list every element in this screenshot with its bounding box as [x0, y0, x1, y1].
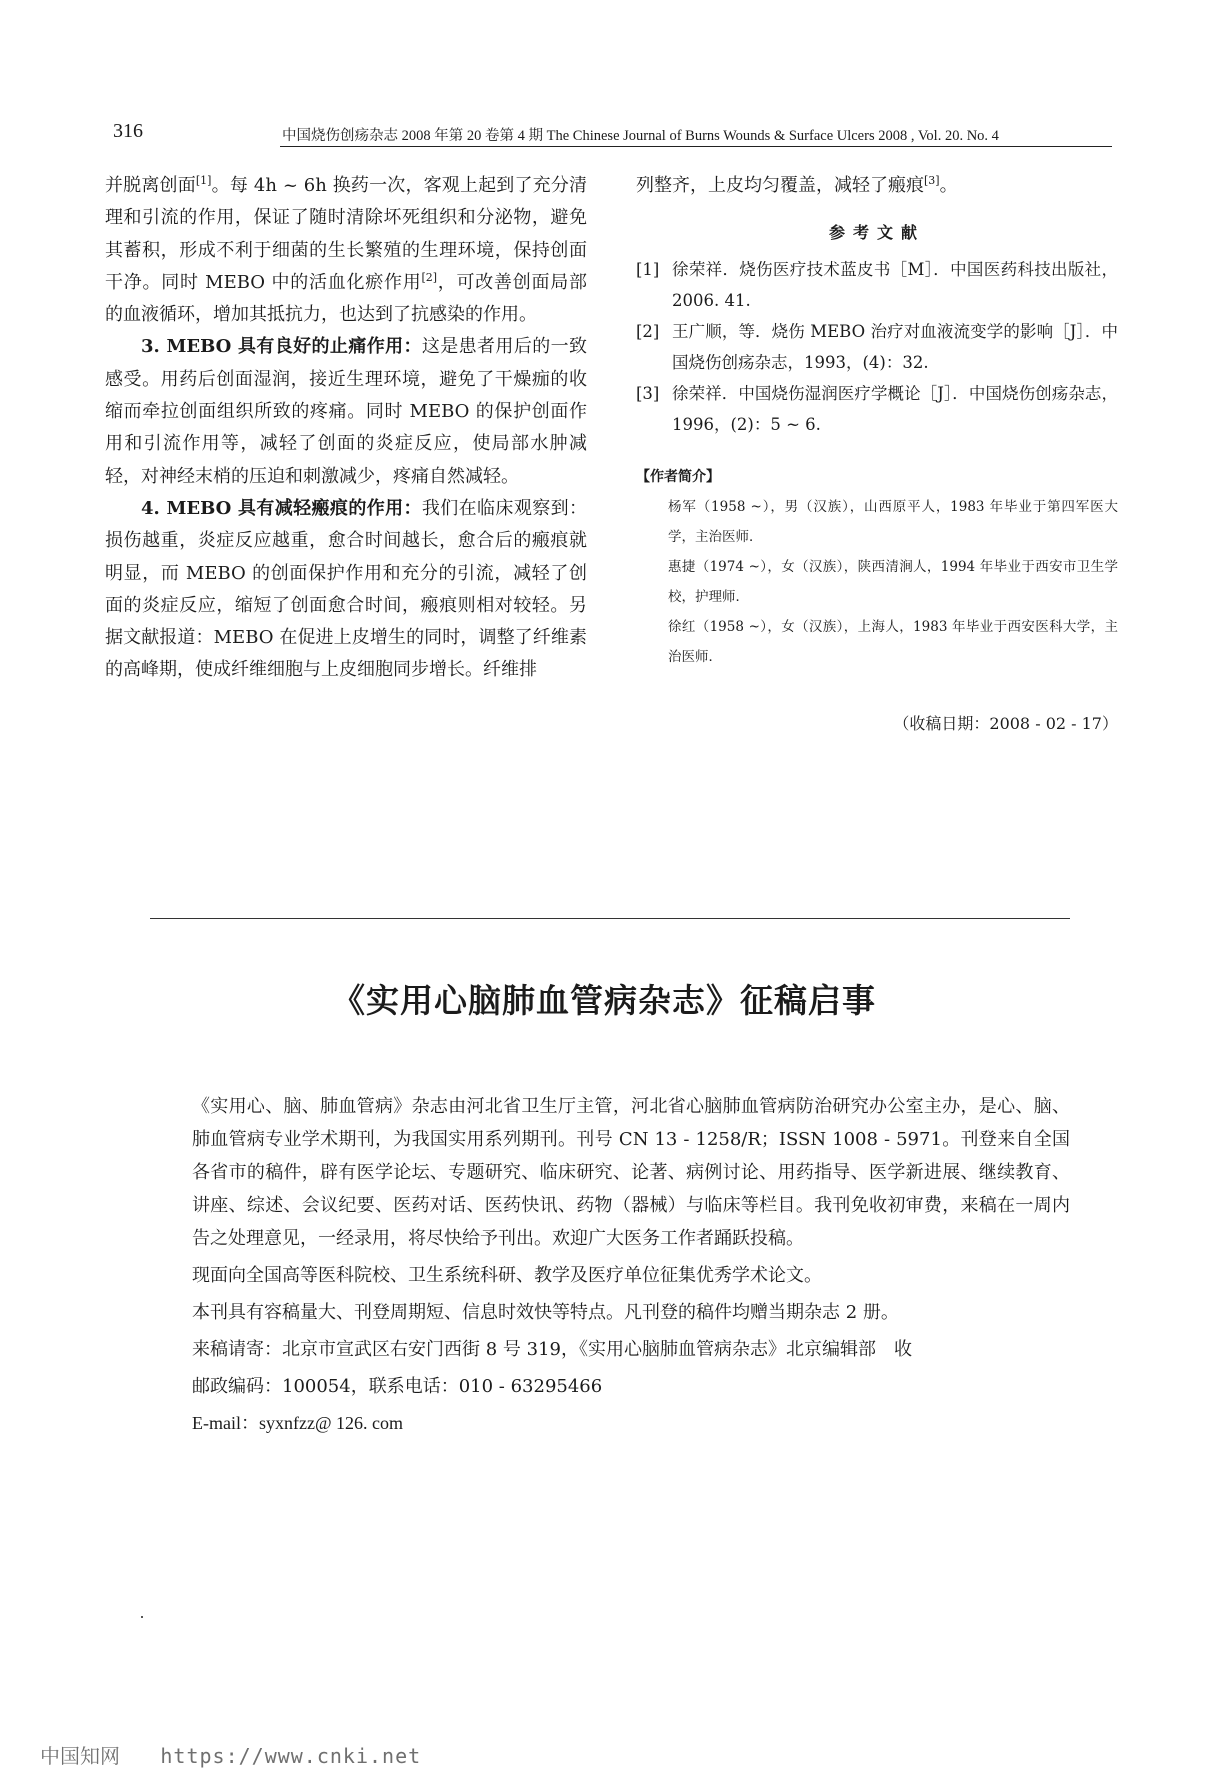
received-date: （收稿日期：2008 - 02 - 17） [893, 714, 1118, 734]
article-right-column [636, 170, 1118, 736]
text-span: 。 [939, 175, 958, 196]
text-span: 这是患者用后的一致感受。用药后创面湿润，接近生理环境，避免了干燥痂的收缩而牵拉创面组织所致的疼痛。同时 MEBO 的保护创面作用和引流作用等，减轻了创面的炎症反应，使局部水肿减轻，对神经末梢的压迫和刺激减少，疼痛自然减轻。 [105, 336, 587, 487]
notice-body [192, 1090, 1070, 1440]
text-span: 我们在临床观察到：损伤越重，炎症反应越重，愈合时间越长，愈合后的瘢痕就明显，而 MEBO 的创面保护作用和充分的引流，减轻了创面的炎症反应，缩短了创面愈合时间，瘢痕则相对较轻。另据文献报道：MEBO 在促进上皮增生的同时，调整了纤维素的高峰期，使成纤维细胞与上皮细胞同步增长。纤维排 [105, 497, 587, 681]
reference-item [636, 316, 1118, 378]
author-bio: 徐红（1958 ~），女（汉族），上海人，1983 年毕业于西安医科大学，主治医师． [668, 619, 1118, 666]
header-rule [280, 146, 1112, 147]
running-header: 中国烧伤创疡杂志 2008 年第 20 卷第 4 期 The Chinese Journal of Burns Wounds & Surface Ulcers 2008 , Vol. 20. No. 4 [282, 128, 999, 144]
notice-postcode-phone: 邮政编码：100054，联系电话：010 - 63295466 [192, 1376, 603, 1397]
reference-number: [3] [636, 384, 660, 404]
section-lead-4: 4. MEBO 具有减轻瘢痕的作用： [141, 497, 422, 519]
author-bio: 惠捷（1974 ~），女（汉族），陕西清涧人，1994 年毕业于西安市卫生学校，护理师． [668, 559, 1118, 606]
page-number: 316 [113, 120, 143, 142]
citation-3: [3] [924, 174, 940, 187]
article-paragraph-continued [636, 170, 1118, 202]
reference-item [636, 378, 1118, 440]
reference-number: [2] [636, 322, 660, 342]
reference-text: 徐荣祥．中国烧伤湿润医疗学概论［J］．中国烧伤创疡杂志，1996，(2)：5 ~ 6. [672, 384, 1118, 435]
text-span: 并脱离创面 [105, 175, 196, 196]
text-span: 。每 4h ~ 6h 换药一次，客观上起到了充分清理和引流的作用，保证了随时清除坏死组织和分泌物，避免其蓄积，形成不利于细菌的生长繁殖的生理环境，保持创面干净。同时 MEBO 中的活血化瘀作用 [105, 175, 588, 293]
author-bio-heading: 【作者简介】 [636, 469, 720, 486]
reference-text: 徐荣祥．烧伤医疗技术蓝皮书［M］．中国医药科技出版社，2006. 41. [672, 260, 1118, 311]
article-paragraph-1 [105, 170, 587, 331]
citation-1: [1] [195, 174, 212, 187]
cnki-url-link[interactable]: https://www.cnki.net [160, 1744, 422, 1768]
references-heading: 参考文献 [828, 223, 925, 243]
reference-text: 王广顺，等．烧伤 MEBO 治疗对血液流变学的影响［J］．中国烧伤创疡杂志，1993，(4)：32. [672, 322, 1118, 373]
article-left-column [105, 170, 587, 687]
notice-email: E-mail：syxnfzz@ 126. com [192, 1413, 404, 1433]
notice-title: 《实用心脑肺血管病杂志》征稿启事 [332, 981, 876, 1020]
text-span: 列整齐，上皮均匀覆盖，减轻了瘢痕 [636, 175, 924, 196]
notice-paragraph: 《实用心、脑、肺血管病》杂志由河北省卫生厅主管，河北省心脑肺血管病防治研究办公室主办，是心、脑、肺血管病专业学术期刊，为我国实用系列期刊。刊号 CN 13 - 1258/R；ISSN 1008 - 5971。刊登来自全国各省市的稿件，辟有医学论坛、专题研究、临床研究、论著、病例讨论、用药指导、医学新进展、继续教育、讲座、综述、会议纪要、医药对话、医药快讯、药物（器械）与临床等栏目。我刊免收初审费，来稿在一周内告之处理意见，一经录用，将尽快给予刊出。欢迎广大医务工作者踊跃投稿。 [192, 1096, 1070, 1249]
watermark-footer [40, 1740, 421, 1769]
reference-item [636, 254, 1118, 316]
author-bio: 杨军（1958 ~），男（汉族），山西原平人，1983 年毕业于第四军医大学，主治医师． [668, 499, 1118, 546]
article-paragraph-2 [105, 331, 587, 492]
reference-number: [1] [636, 260, 660, 280]
citation-2: [2] [421, 270, 438, 284]
section-divider [150, 918, 1070, 919]
section-lead-3: 3. MEBO 具有良好的止痛作用： [141, 336, 422, 358]
scan-speck [141, 1616, 143, 1618]
notice-address: 来稿请寄：北京市宣武区右安门西街 8 号 319，《实用心脑肺血管病杂志》北京编辑部 收 [192, 1339, 912, 1360]
article-paragraph-3 [105, 493, 587, 687]
cnki-site-name: 中国知网 [40, 1744, 120, 1768]
notice-paragraph: 现面向全国高等医科院校、卫生系统科研、教学及医疗单位征集优秀学术论文。 [192, 1265, 822, 1286]
text-span: ，可改善创面局部的血液循环，增加其抵抗力，也达到了抗感染的作用。 [105, 271, 587, 326]
notice-paragraph: 本刊具有容稿量大、刊登周期短、信息时效快等特点。凡刊登的稿件均赠当期杂志 2 册。 [192, 1302, 899, 1323]
